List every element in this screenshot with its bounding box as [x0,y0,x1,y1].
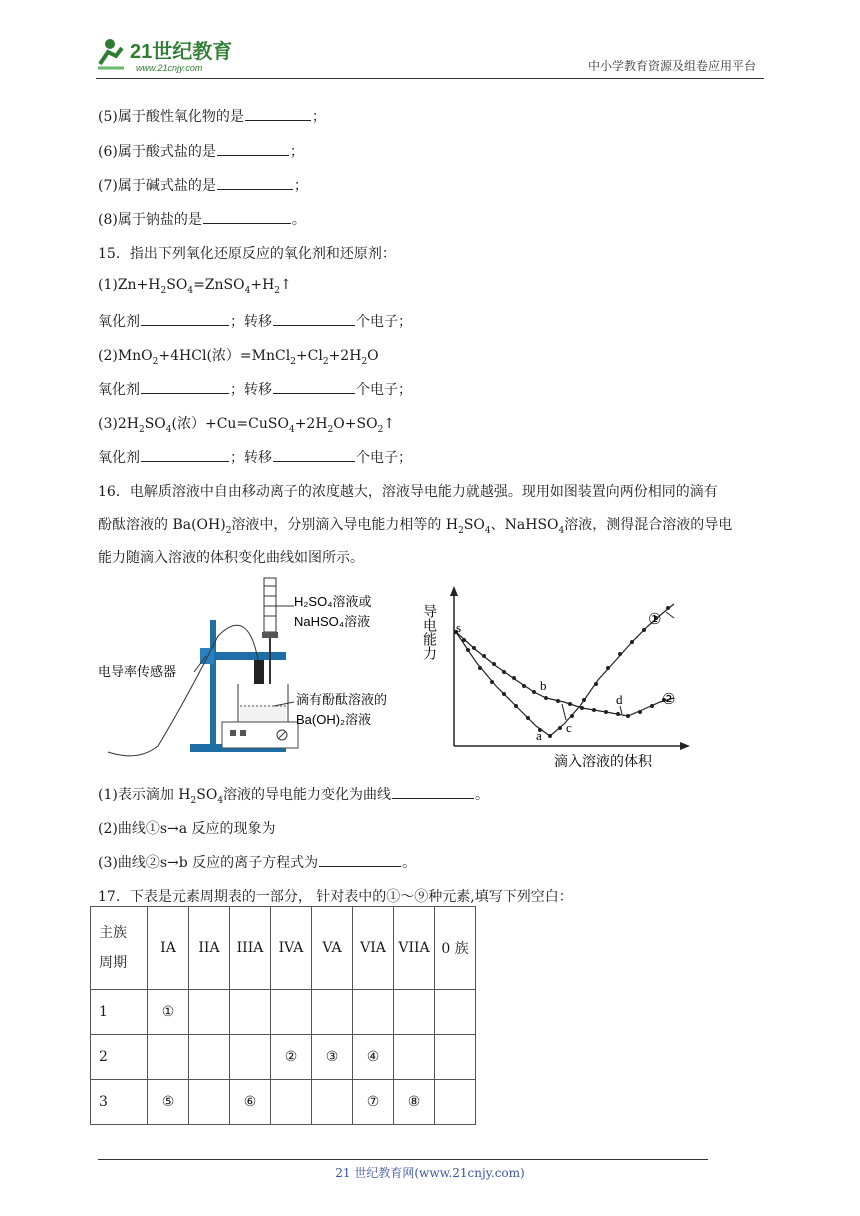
answer-blank[interactable] [217,175,293,190]
q16-text-line3: 能力随滴入溶液的体积变化曲线如图所示。 [98,550,364,566]
table-cell: ① [148,990,189,1035]
table-cell: ② [271,1035,312,1080]
corner-group-label: 主族 [99,925,127,941]
q15-answer-2: 氧化剂 ；转移 个电子； [98,379,412,399]
period-cell: 3 [91,1080,148,1125]
table-row [91,990,476,1035]
q15-equation-3: $(3)2H_2SO_4$(浓）$+Cu=CuSO_4+2H_2O+SO_2↑$ [98,416,396,435]
table-cell [435,1035,476,1080]
column-header: VIIA [394,907,435,990]
table-header-row [91,907,476,990]
page-header [96,32,764,79]
svg-text:导电能力: 导电能力 [422,604,438,660]
table-cell [148,1035,189,1080]
table-cell [189,1035,230,1080]
q15-equation-2: (2)MnO$_2$+4HCl(浓）$=MnCl_2+Cl_2+2H_2O$ [98,348,379,367]
q15-equation-1: $(1)Zn+H_2SO_4=ZnSO_4+H_2↑$ [98,277,292,296]
svg-text:Ba(OH)₂溶液: Ba(OH)₂溶液 [296,712,372,727]
column-header: IA [148,907,189,990]
column-header: IVA [271,907,312,990]
corner-period-label: 周期 [99,955,127,971]
corner-cell [91,907,148,990]
svg-text:www.21cnjy.com: www.21cnjy.com [136,63,203,73]
conductivity-apparatus-diagram [98,576,398,772]
svg-text:①: ① [648,610,662,628]
table-cell [271,1080,312,1125]
svg-text:电导率传感器: 电导率传感器 [98,664,177,679]
q15-answer-3: 氧化剂 ；转移 个电子； [98,447,412,467]
q15-title: 15．指出下列氧化还原反应的氧化剂和还原剂： [98,246,396,262]
table-cell: ⑥ [230,1080,271,1125]
table-cell [353,990,394,1035]
svg-text:②: ② [662,690,676,708]
q16-text-line1: 16．电解质溶液中自由移动离子的浓度越大，溶液导电能力就越强。现用如图装置向两份相同的滴有 [98,484,718,500]
header-platform-text: 中小学教育资源及组卷应用平台 [587,59,756,73]
answer-blank[interactable] [141,311,229,326]
table-cell [394,1035,435,1080]
table-cell [312,990,353,1035]
answer-blank[interactable] [141,379,229,394]
q14-item8: (8)属于钠盐的是 。 [98,209,306,229]
svg-text:21世纪教育: 21世纪教育 [130,41,233,63]
logo-21cnjy [96,34,266,74]
answer-blank[interactable] [203,209,291,224]
q14-item7: (7)属于碱式盐的是 ； [98,175,308,195]
q16-sub1: (1)表示滴加 $H_2SO_4$溶液的导电能力变化为曲线 。 [98,784,489,806]
q17-title: 17．下表是元素周期表的一部分， 针对表中的①～⑨种元素,填写下列空白： [98,889,573,905]
svg-text:b: b [540,678,547,693]
svg-text:NaHSO₄溶液: NaHSO₄溶液 [294,614,371,629]
table-cell: ③ [312,1035,353,1080]
svg-text:c: c [566,720,572,735]
table-row [91,1080,476,1125]
page-footer: 21 世纪教育网(www.21cnjy.com) [335,1166,525,1180]
column-header: VA [312,907,353,990]
svg-text:d: d [616,692,623,707]
q14-item5: (5)属于酸性氧化物的是 ； [98,106,326,126]
answer-blank[interactable] [141,447,229,462]
svg-text:滴有酚酞溶液的: 滴有酚酞溶液的 [296,692,388,707]
conductivity-curve-graph [416,576,706,772]
answer-blank[interactable] [217,141,289,156]
periodic-table-excerpt [90,906,476,1125]
q16-sub3: (3)曲线②s→b 反应的离子方程式为 。 [98,852,416,872]
svg-text:a: a [536,728,542,743]
table-cell [394,990,435,1035]
table-cell: ⑤ [148,1080,189,1125]
period-cell: 2 [91,1035,148,1080]
table-cell [230,1035,271,1080]
table-cell [189,1080,230,1125]
svg-text:s: s [456,620,462,635]
table-cell [312,1080,353,1125]
table-cell: ⑧ [394,1080,435,1125]
table-cell [435,990,476,1035]
answer-blank[interactable] [273,311,355,326]
table-cell [230,990,271,1035]
answer-blank[interactable] [273,379,355,394]
column-header: IIIA [230,907,271,990]
column-header: IIA [189,907,230,990]
table-cell [435,1080,476,1125]
answer-blank[interactable] [392,784,474,799]
answer-blank[interactable] [273,447,355,462]
table-cell [189,990,230,1035]
period-cell: 1 [91,990,148,1035]
table-row [91,1035,476,1080]
table-cell [271,990,312,1035]
column-header: 0 族 [435,907,476,990]
q16-figure [98,576,698,772]
table-cell: ⑦ [353,1080,394,1125]
q14-item6: (6)属于酸式盐的是 ； [98,141,304,161]
svg-text:H₂SO₄溶液或: H₂SO₄溶液或 [294,594,372,609]
q16-text-line2: 酚酞溶液的 $Ba(OH)_2$溶液中，分别滴入导电能力相等的 $H_2SO_4$、NaHSO$_4$溶液，测得混合溶液的导电 [98,517,733,536]
answer-blank[interactable] [319,852,401,867]
q16-sub2: (2)曲线①s→a 反应的现象为 [98,821,276,837]
q15-answer-1: 氧化剂 ；转移 个电子； [98,311,412,331]
answer-blank[interactable] [245,106,311,121]
column-header: VIA [353,907,394,990]
table-cell: ④ [353,1035,394,1080]
svg-text:滴入溶液的体积: 滴入溶液的体积 [554,753,652,769]
footer-divider [98,1159,708,1160]
